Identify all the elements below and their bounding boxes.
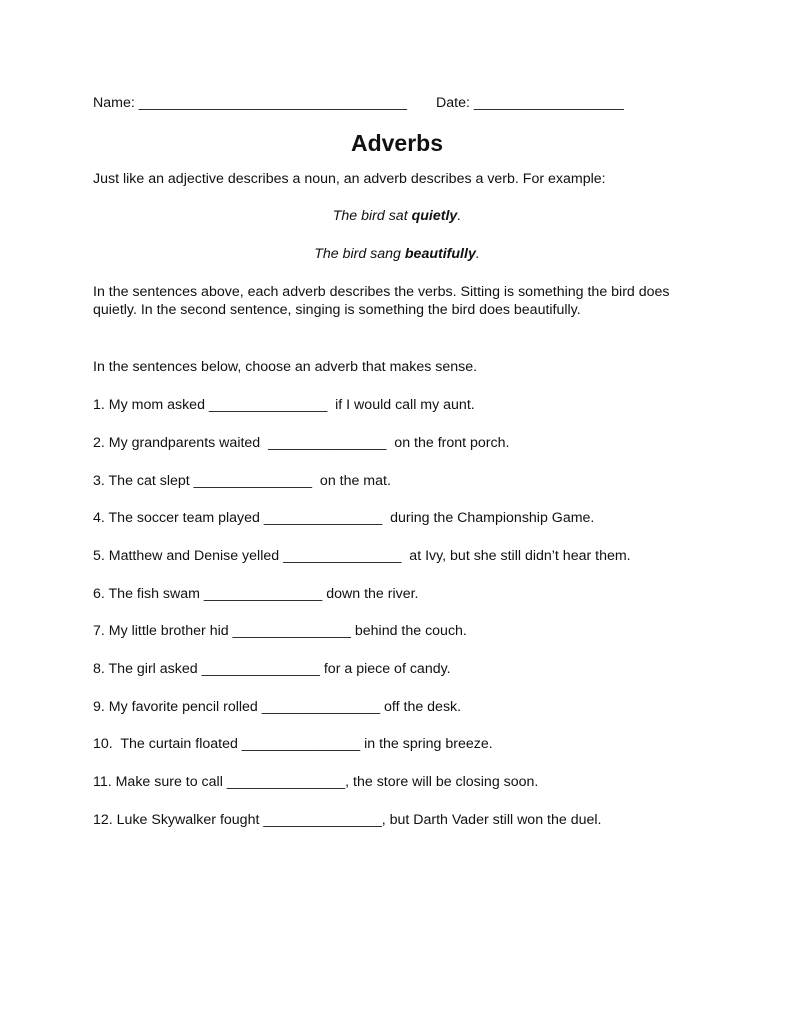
example-sentence-1 [0, 207, 794, 225]
question-item[interactable]: 3. The cat slept _______________ on the mat. [93, 473, 391, 489]
example-adverb: quietly [411, 208, 458, 224]
question-item[interactable]: 9. My favorite pencil rolled _______________ off the desk. [93, 699, 462, 715]
example-end: . [475, 246, 480, 262]
question-item[interactable]: 5. Matthew and Denise yelled _______________ at Ivy, but she still didn’t hear them. [93, 548, 631, 564]
question-item[interactable]: 4. The soccer team played _______________ during the Championship Game. [93, 510, 595, 526]
name-field[interactable]: Name: __________________________________ [93, 95, 408, 111]
example-adverb: beautifully [404, 246, 476, 262]
example-sentence-2 [0, 245, 794, 263]
question-item[interactable]: 7. My little brother hid _______________ behind the couch. [93, 623, 467, 639]
question-item[interactable]: 12. Luke Skywalker fought _______________, but Darth Vader still won the duel. [93, 812, 602, 828]
example-lead: The bird sang [314, 246, 405, 262]
explanation-line-1: In the sentences above, each adverb describes the verbs. Sitting is something the bird does [93, 284, 670, 300]
example-end: . [457, 208, 462, 224]
intro-text: Just like an adjective describes a noun, an adverb describes a verb. For example: [93, 171, 606, 187]
instructions-text: In the sentences below, choose an adverb that makes sense. [93, 359, 478, 375]
question-item[interactable]: 10. The curtain floated _______________ in the spring breeze. [93, 736, 493, 752]
question-item[interactable]: 2. My grandparents waited _______________ on the front porch. [93, 435, 510, 451]
question-item[interactable]: 11. Make sure to call _______________, the store will be closing soon. [93, 774, 539, 790]
date-field[interactable]: Date: ___________________ [436, 95, 624, 111]
question-item[interactable]: 8. The girl asked _______________ for a piece of candy. [93, 661, 451, 677]
page-title: Adverbs [350, 130, 444, 156]
example-lead: The bird sat [332, 208, 412, 224]
question-item[interactable]: 6. The fish swam _______________ down the river. [93, 586, 419, 602]
question-item[interactable]: 1. My mom asked _______________ if I would call my aunt. [93, 397, 475, 413]
explanation-line-2: quietly. In the second sentence, singing is something the bird does beautifully. [93, 302, 581, 318]
